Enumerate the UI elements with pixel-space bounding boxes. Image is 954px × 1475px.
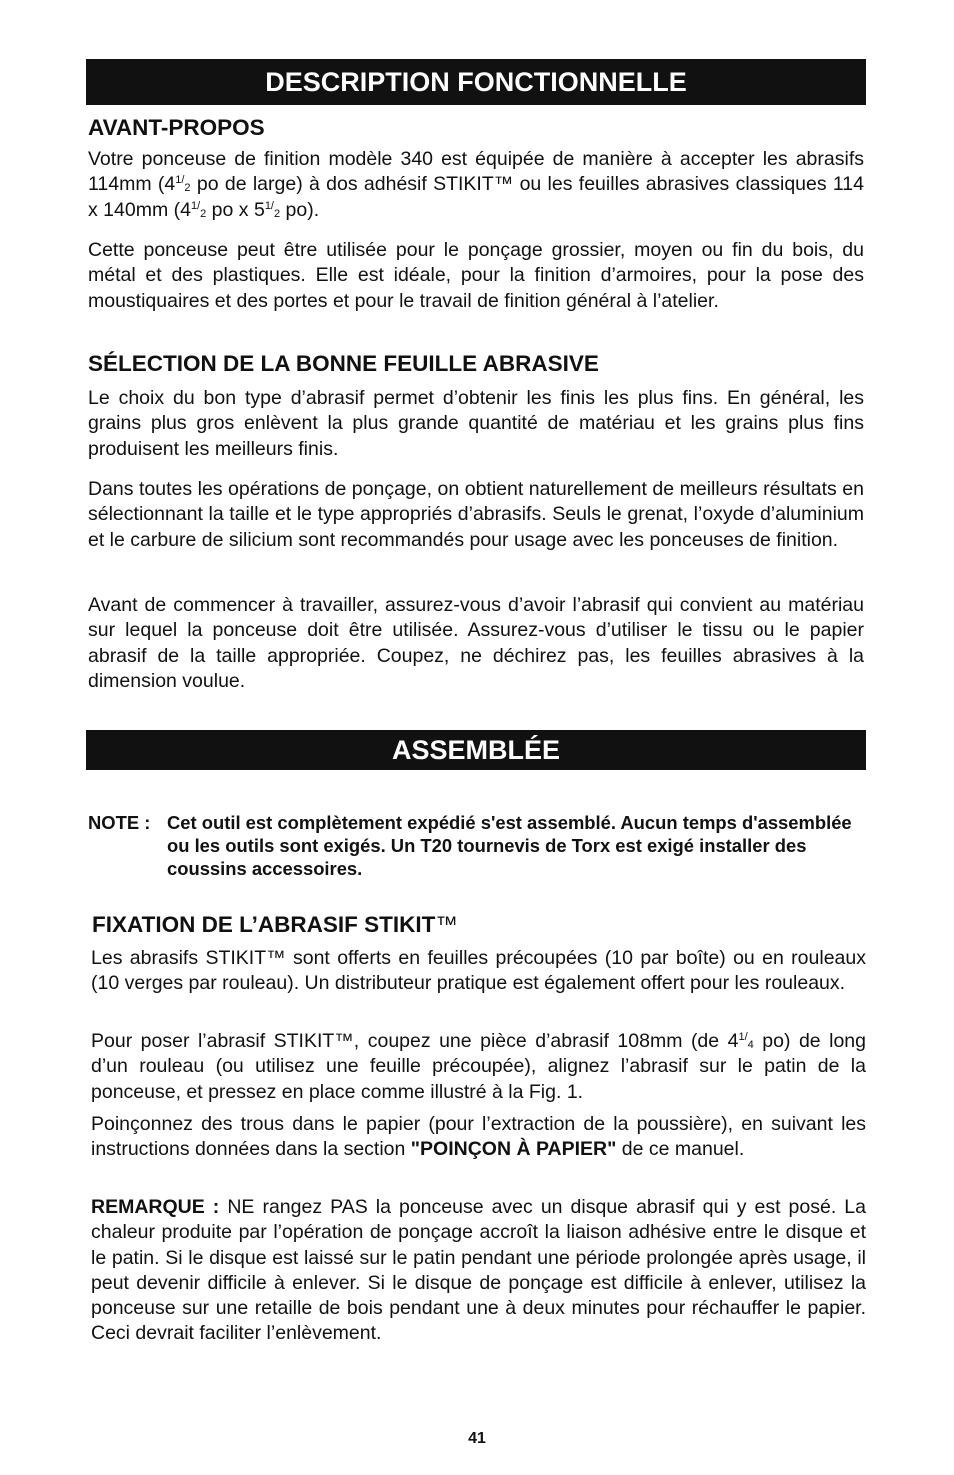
- section-title-assembly: ASSEMBLÉE: [86, 730, 866, 770]
- note-text: Cet outil est complètement expédié s'est assemblé. Aucun temps d'assemblée ou les outils sont exigés. Un T20 tournevis de Torx est exigé installer des coussins accessoires.: [167, 812, 852, 879]
- paragraph-avant-propos-2: Cette ponceuse peut être utilisée pour le ponçage grossier, moyen ou fin du bois, du métal et des plastiques. Elle est idéale, pour la finition d’armoires, pour la pose des moustiquaires et des portes et pour le travail de finition général à l’atelier.: [88, 239, 864, 312]
- note-label: NOTE :: [88, 812, 151, 833]
- paragraph-selection-1: Le choix du bon type d’abrasif permet d’obtenir les finis les plus fins. En général, les grains plus gros enlèvent la plus grande quantité de matériau et les grains plus fins produisent les meilleurs finis.: [88, 387, 864, 460]
- paragraph-selection-3: Avant de commencer à travailler, assurez-vous d’avoir l’abrasif qui convient au matériau sur lequel la ponceuse doit être utilisée. Assurez-vous d’utiliser le tissu ou le papier abrasif de la taille appropriée. Coupez, ne déchirez pas, les feuilles abrasives à la dimension voulue.: [88, 594, 864, 692]
- heading-avant-propos: AVANT-PROPOS: [88, 115, 265, 140]
- note-block: [88, 811, 858, 880]
- paragraph-selection-2: Dans toutes les opérations de ponçage, on obtient naturellement de meilleurs résultats en sélectionnant la taille et le type appropriés d’abrasifs. Seuls le grenat, l’oxyde d’aluminium et le carbure de silicium sont recommandés pour usage avec les ponceuses de finition.: [88, 478, 864, 551]
- paragraph-remarque: REMARQUE : NE rangez PAS la ponceuse avec un disque abrasif qui y est posé. La chaleur produite par l’opération de ponçage accroît la liaison adhésive entre le disque et le patin. Si le disque est laissé sur le patin pendant une période prolongée après usage, il peut devenir difficile à enlever. Si le disque de ponçage est difficile à enlever, utilisez la ponceuse sur une retaille de bois pendant une à deux minutes pour réchauffer le papier. Ceci devrait faciliter l’enlèvement.: [91, 1196, 866, 1345]
- paragraph-stikit-1: Les abrasifs STIKIT™ sont offerts en feuilles précoupées (10 par boîte) ou en rouleaux (10 verges par rouleau). Un distributeur pratique est également offert pour les rouleaux.: [91, 947, 866, 995]
- page-number: 41: [468, 1430, 486, 1447]
- paragraph-avant-propos-1: Votre ponceuse de finition modèle 340 est équipée de manière à accepter les abrasifs 114mm ($4^{1/}_2$ po de large) à dos adhésif STIKIT™ ou les feuilles abrasives classiques 114 x 140mm ($4^{1/}_2$ po x $5^{1/}_2$ po).: [88, 148, 865, 221]
- heading-selection: SÉLECTION DE LA BONNE FEUILLE ABRASIVE: [88, 351, 599, 376]
- section-reference: "POINÇON À PAPIER": [410, 1138, 617, 1161]
- paragraph-stikit-3: Poinçonnez des trous dans le papier (pour l’extraction de la poussière), en suivant les instructions données dans la section "POINÇON À PAPIER" de ce manuel.: [91, 1113, 866, 1161]
- heading-stikit: FIXATION DE L’ABRASIF STIKIT™: [92, 912, 458, 937]
- remarque-label: REMARQUE :: [91, 1196, 220, 1218]
- section-title-description: DESCRIPTION FONCTIONNELLE: [86, 59, 866, 105]
- paragraph-stikit-2: Pour poser l’abrasif STIKIT™, coupez une pièce d’abrasif 108mm (de $4^{1/}_4$ po) de long d’un rouleau (ou utilisez une feuille précoupée), alignez l’abrasif sur le patin de la ponceuse, et pressez en place comme illustré à la Fig. 1.: [91, 1030, 866, 1103]
